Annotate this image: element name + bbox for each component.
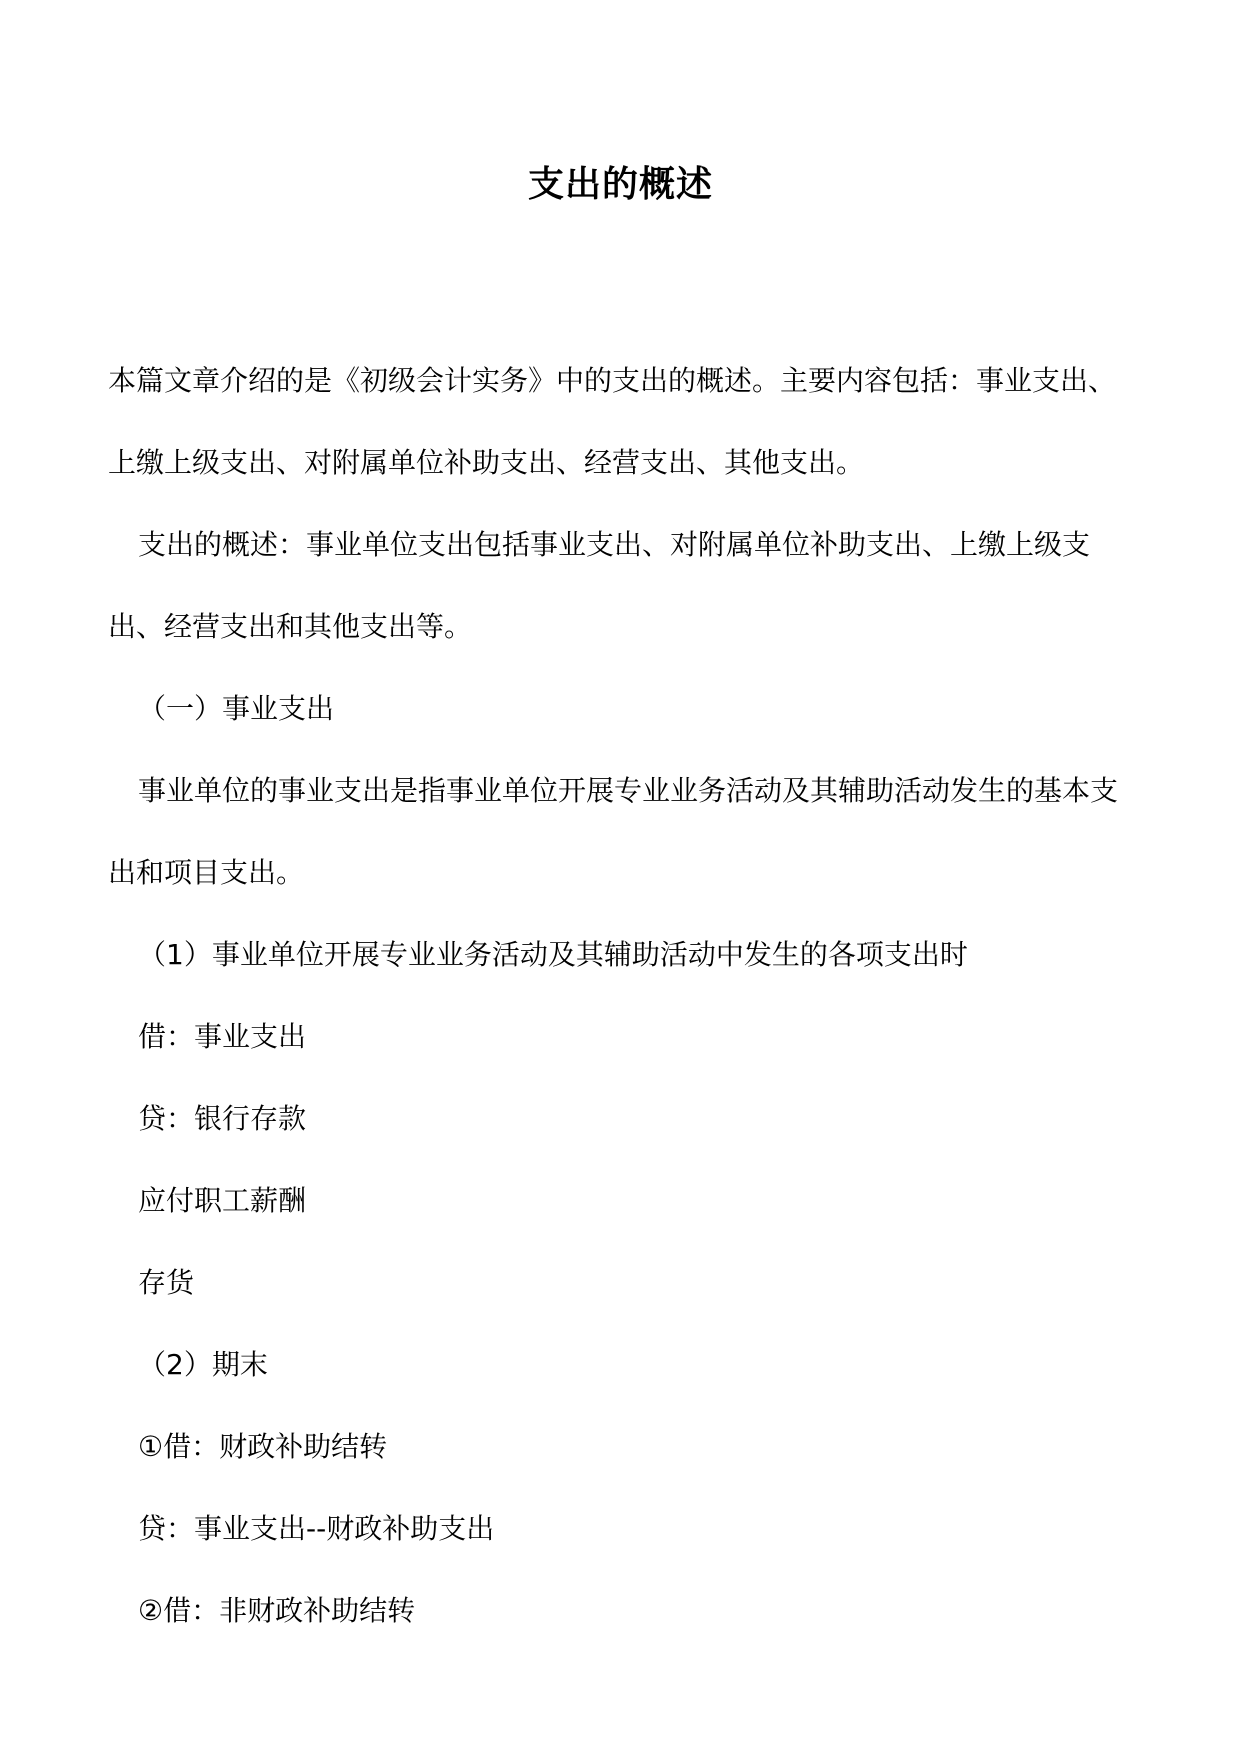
document-body — [108, 340, 1138, 1652]
overview-paragraph: 支出的概述：事业单位支出包括事业支出、对附属单位补助支出、上缴上级支出、经营支出和其他支出等。 — [108, 528, 1091, 643]
definition-paragraph: 事业单位的事业支出是指事业单位开展专业业务活动及其辅助活动发生的基本支出和项目支出。 — [108, 774, 1119, 889]
entry-line: 贷：银行存款 — [138, 1102, 307, 1135]
entry-line: ①借：财政补助结转 — [138, 1430, 388, 1463]
entry-line: 借：事业支出 — [138, 1020, 307, 1053]
entry-line: 应付职工薪酬 — [138, 1184, 307, 1217]
intro-paragraph: 本篇文章介绍的是《初级会计实务》中的支出的概述。主要内容包括：事业支出、上缴上级支出、对附属单位补助支出、经营支出、其他支出。 — [108, 364, 1117, 479]
section-heading-1: （一）事业支出 — [138, 692, 335, 725]
entry-line: 存货 — [138, 1266, 195, 1299]
document-title: 支出的概述 — [527, 164, 713, 205]
step-2-heading: （2）期末 — [138, 1348, 268, 1381]
step-1-heading: （1）事业单位开展专业业务活动及其辅助活动中发生的各项支出时 — [138, 938, 968, 971]
entry-line: ②借：非财政补助结转 — [138, 1594, 416, 1627]
entry-line: 贷：事业支出--财政补助支出 — [138, 1512, 495, 1545]
